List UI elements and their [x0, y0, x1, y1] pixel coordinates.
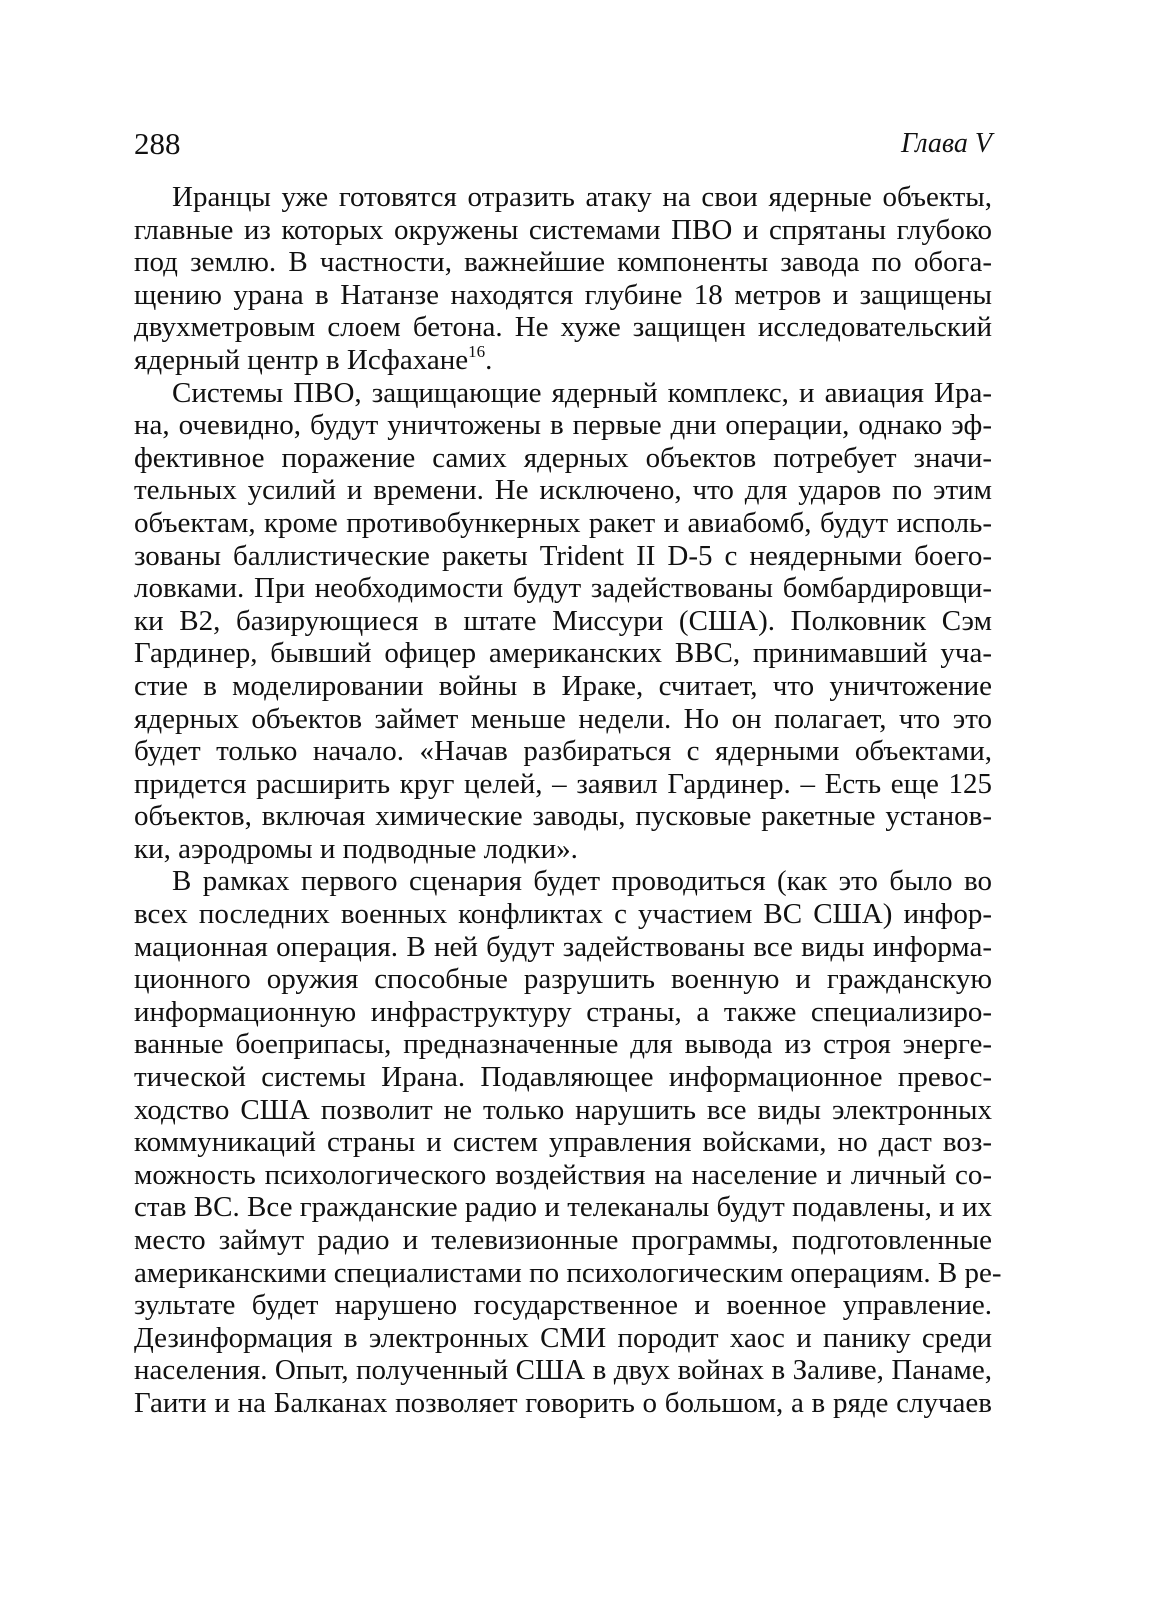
text-line: ядерный центр в Исфахане	[134, 343, 469, 376]
text-line: ки B2, базирующиеся в штате Миссури (США). Полковник Сэм	[134, 604, 992, 637]
text-line: придется расширить круг целей, – заявил Гардинер. – Есть еще 125	[134, 767, 992, 800]
text-line: стие в моделировании войны в Ираке, считает, что уничтожение	[134, 669, 992, 702]
text-line: тельных усилий и времени. Не исключено, что для ударов по этим	[134, 474, 992, 507]
text-line: Гардинер, бывший офицер американских ВВС, принимавший уча-	[134, 637, 992, 670]
text-line: зованы баллистические ракеты Trident II D-5 с неядерными боего-	[134, 539, 992, 572]
footnote-ref[interactable]: 16	[468, 341, 486, 361]
text-line: щению урана в Натанзе находятся глубине 18 метров и защищены	[134, 278, 992, 311]
text-line: двухметровым слоем бетона. Не хуже защищен исследовательский	[134, 311, 992, 344]
text-line: главные из которых окружены системами ПВО и спрятаны глубоко	[134, 213, 992, 246]
text-line: ловками. При необходимости будут задействованы бомбардировщи-	[134, 572, 992, 605]
paragraph	[134, 865, 1002, 1419]
text-line: на, очевидно, будут уничтожены в первые дни операции, однако эф-	[134, 409, 992, 442]
text-line: Гаити и на Балканах позволяет говорить о большом, а в ряде случаев	[134, 1386, 992, 1419]
page-header	[134, 124, 992, 164]
running-head: Глава V	[900, 128, 992, 159]
text-line: Дезинформация в электронных СМИ породит хаос и панику среди	[134, 1321, 992, 1354]
text-line: объектов, включая химические заводы, пусковые ракетные установ-	[134, 800, 992, 833]
paragraph	[134, 377, 992, 866]
page-number: 288	[134, 126, 181, 161]
text-line: коммуникаций страны и систем управления войсками, но даст воз-	[134, 1126, 992, 1159]
text-line: мационная операция. В ней будут задействованы все виды информа-	[134, 930, 992, 963]
text-line: ходство США позволит не только нарушить все виды электронных	[134, 1093, 992, 1126]
text-line: фективное поражение самих ядерных объектов потребует значи-	[134, 441, 992, 474]
paragraph	[134, 181, 992, 377]
text-line: будет только начало. «Начав разбираться с ядерными объектами,	[134, 735, 992, 768]
text-line: ки, аэродромы и подводные лодки».	[134, 832, 578, 865]
text-line: тической системы Ирана. Подавляющее информационное превос-	[134, 1061, 992, 1094]
text-line: ванные боеприпасы, предназначенные для вывода из строя энерге-	[134, 1028, 992, 1061]
text-line: зультате будет нарушено государственное и военное управление.	[134, 1289, 992, 1322]
text-line: информационную инфраструктуру страны, а также специализиро-	[134, 995, 992, 1028]
text-line: населения. Опыт, полученный США в двух войнах в Заливе, Панаме,	[134, 1354, 992, 1387]
text-line: Иранцы уже готовятся отразить атаку на свои ядерные объекты,	[172, 181, 992, 213]
text-line: всех последних военных конфликтах с участием ВС США) инфор-	[134, 898, 992, 931]
sentence-end: .	[485, 343, 493, 376]
text-line-with-footnote	[134, 341, 992, 377]
text-line: под землю. В частности, важнейшие компоненты завода по обога-	[134, 246, 992, 279]
text-line: объектам, кроме противобункерных ракет и авиабомб, будут исполь-	[134, 506, 992, 539]
text-line: ядерных объектов займет меньше недели. Но он полагает, что это	[134, 702, 992, 735]
text-line: В рамках первого сценария будет проводиться (как это было во	[172, 865, 992, 898]
text-line: можность психологического воздействия на население и личный со-	[134, 1158, 992, 1191]
text-line: место займут радио и телевизионные программы, подготовленные	[134, 1224, 992, 1256]
text-line: ционного оружия способные разрушить военную и гражданскую	[134, 963, 992, 996]
text-line: американскими специалистами по психологическим операциям. В ре-	[134, 1256, 1002, 1289]
text-line: Системы ПВО, защищающие ядерный комплекс, и авиация Ира-	[172, 376, 992, 409]
body-text	[134, 181, 1002, 1420]
text-line: став ВС. Все гражданские радио и телеканалы будут подавлены, и их	[134, 1191, 992, 1224]
